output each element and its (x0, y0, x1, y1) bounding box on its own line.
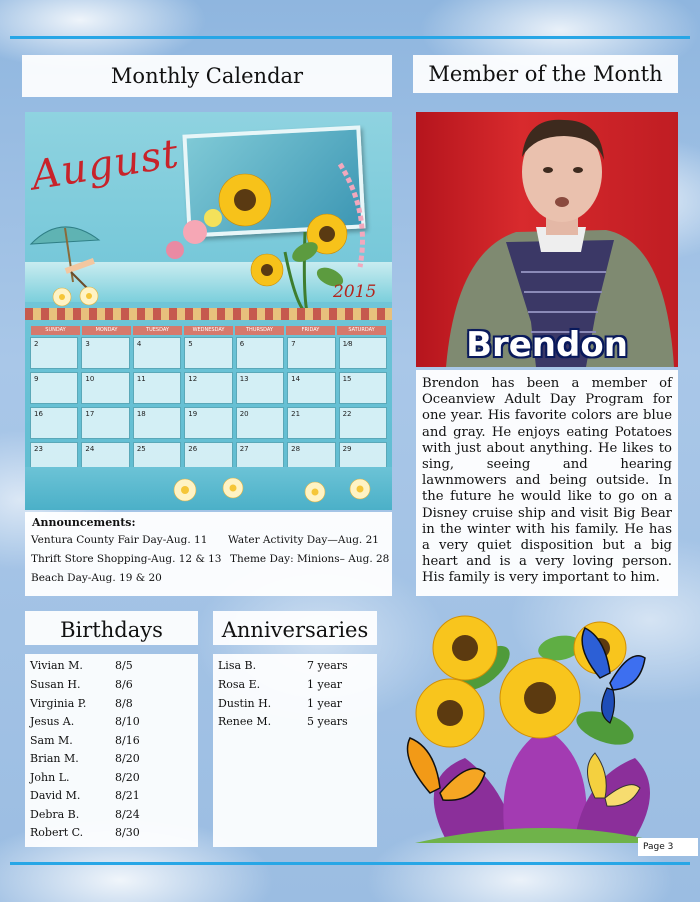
birthday-date: 8/10 (115, 715, 140, 728)
day-cell: 29 (339, 442, 387, 474)
plumeria-icon (47, 284, 107, 310)
weekday-label: THURSDAY (235, 326, 284, 335)
day-cell: 22 (339, 407, 387, 439)
birthday-date: 8/20 (115, 752, 140, 765)
day-cell: 20 (236, 407, 284, 439)
birthday-date: 8/20 (115, 771, 140, 784)
birthday-name: John L. (30, 771, 70, 784)
weekday-label: TUESDAY (133, 326, 182, 335)
day-cell: 15 (339, 372, 387, 404)
bottom-rule (10, 862, 690, 865)
orange-butterfly-icon (408, 738, 486, 800)
day-cell: 5 (184, 337, 232, 369)
anniversaries-list (213, 654, 377, 847)
member-heading (413, 55, 678, 93)
day-cell: 1⁄8 (339, 337, 387, 369)
birthdays-heading-text: Birthdays (60, 618, 163, 642)
day-cell: 9 (30, 372, 78, 404)
calendar-heading (22, 55, 392, 97)
birthday-name: Jesus A. (30, 715, 75, 728)
anniversary-years: 1 year (307, 678, 343, 691)
birthday-name: Vivian M. (30, 659, 83, 672)
birthday-name: Debra B. (30, 808, 80, 821)
announcement-item: Water Activity Day—Aug. 21 (228, 534, 379, 546)
birthday-date: 8/30 (115, 826, 140, 839)
day-cell: 26 (184, 442, 232, 474)
anniversary-name: Rosa E. (218, 678, 261, 691)
birthday-date: 8/24 (115, 808, 140, 821)
member-photo (416, 112, 678, 367)
announcement-item: Beach Day-Aug. 19 & 20 (31, 572, 162, 584)
member-name: Brendon (466, 325, 628, 365)
calendar-heading-text: Monthly Calendar (110, 64, 304, 88)
anniversary-years: 5 years (307, 715, 348, 728)
weekday-label: FRIDAY (286, 326, 335, 335)
birthday-date: 8/21 (115, 789, 140, 802)
day-cell: 4 (133, 337, 181, 369)
day-cell: 23 (30, 442, 78, 474)
day-cell: 17 (81, 407, 129, 439)
weekday-label: SUNDAY (31, 326, 80, 335)
plumeria-footer-icon (165, 472, 385, 508)
anniversaries-heading (213, 611, 377, 645)
day-cell: 13 (236, 372, 284, 404)
day-cell: 11 (133, 372, 181, 404)
day-cell: 25 (133, 442, 181, 474)
birthday-date: 8/8 (115, 697, 133, 710)
calendar-month: August (28, 130, 183, 200)
day-cell: 3 (81, 337, 129, 369)
top-rule (10, 36, 690, 39)
weekday-label: WEDNESDAY (184, 326, 233, 335)
anniversary-years: 7 years (307, 659, 348, 672)
member-bio-box (416, 370, 678, 596)
birthdays-list (25, 654, 198, 847)
day-cell: 18 (133, 407, 181, 439)
anniversaries-heading-text: Anniversaries (221, 618, 369, 642)
weekday-header (30, 326, 387, 335)
anniversary-name: Lisa B. (218, 659, 257, 672)
weekday-label: MONDAY (82, 326, 131, 335)
birthday-name: Robert C. (30, 826, 84, 839)
day-cell: 19 (184, 407, 232, 439)
day-cell: 12 (184, 372, 232, 404)
announcement-item: Thrift Store Shopping-Aug. 12 & 13 (31, 553, 222, 565)
announcements-box (25, 512, 392, 596)
member-bio: Brendon has been a member of Oceanview Adult Day Program for one year. His favorite colors are blue and gray. He enjoys eating Potatoes with just about anything. He likes to sing, seeing and hearing lawnmowers and being outside. In the future he would like to go on a Disney cruise ship and visit Big Bear in the winter with his family. He has a very quiet disposition but a big heart and is a very loving person. His family is very important to him. (422, 376, 672, 586)
birthdays-heading (25, 611, 198, 645)
calendar-border-strip (25, 308, 392, 320)
day-cell: 21 (287, 407, 335, 439)
sunflower-butterfly-art (395, 608, 685, 848)
birthday-name: David M. (30, 789, 81, 802)
birthday-name: Sam M. (30, 734, 73, 747)
day-cell: 27 (236, 442, 284, 474)
birthday-date: 8/16 (115, 734, 140, 747)
day-cell: 28 (287, 442, 335, 474)
announcement-item: Theme Day: Minions– Aug. 28 (230, 553, 390, 565)
day-cell: 24 (81, 442, 129, 474)
birthday-date: 8/6 (115, 678, 133, 691)
page-number: Page 3 (638, 838, 698, 856)
anniversary-name: Renee M. (218, 715, 272, 728)
announcement-item: Ventura County Fair Day-Aug. 11 (31, 534, 208, 546)
anniversary-name: Dustin H. (218, 697, 272, 710)
day-cell: 14 (287, 372, 335, 404)
day-cell: 7 (287, 337, 335, 369)
day-cell: 16 (30, 407, 78, 439)
anniversary-years: 1 year (307, 697, 343, 710)
calendar-year: 2015 (333, 282, 377, 302)
beach-umbrella-icon (27, 212, 107, 292)
birthday-name: Virginia P. (30, 697, 87, 710)
announcements-heading: Announcements: (32, 516, 136, 529)
weekday-label: SATURDAY (337, 326, 386, 335)
birthday-name: Brian M. (30, 752, 79, 765)
day-cell: 6 (236, 337, 284, 369)
member-heading-text: Member of the Month (428, 62, 663, 86)
birthday-name: Susan H. (30, 678, 81, 691)
day-cell: 10 (81, 372, 129, 404)
august-calendar (25, 112, 392, 510)
day-cell: 2 (30, 337, 78, 369)
birthday-date: 8/5 (115, 659, 133, 672)
